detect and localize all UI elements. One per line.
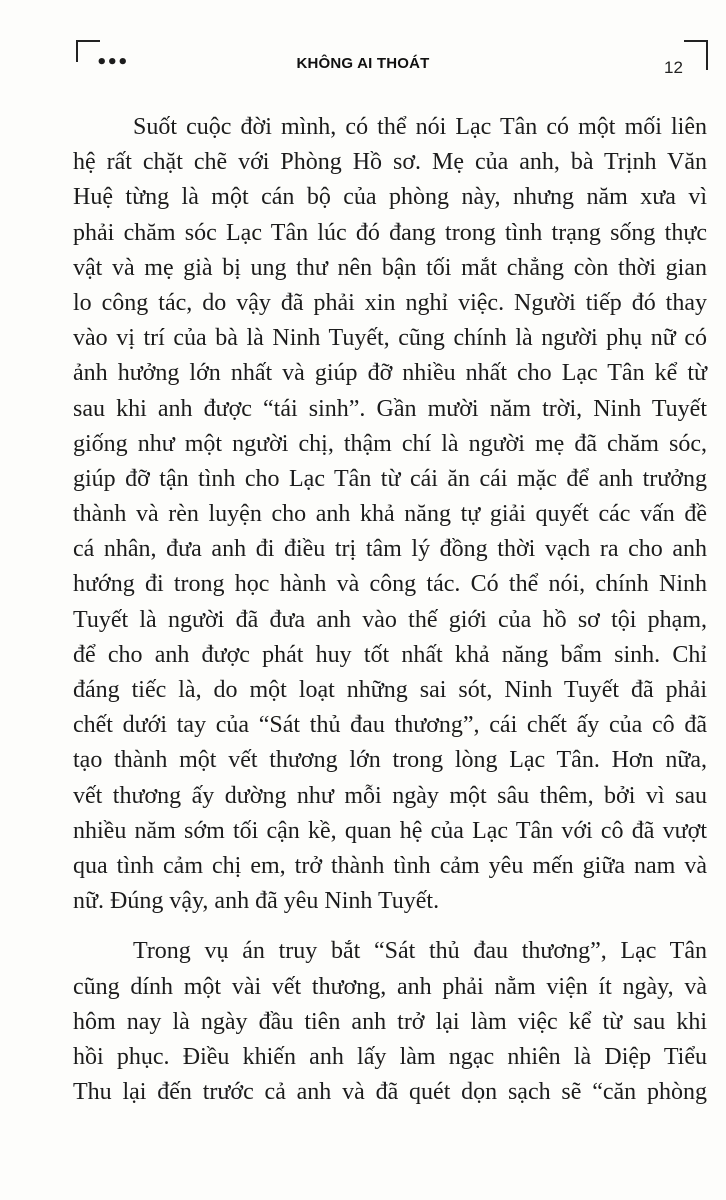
text-line: để cho anh được phát huy tốt nhất khả năng bẩm sinh. Chỉ [73, 641, 707, 668]
text-line: thành và rèn luyện cho anh khả năng tự giải quyết các vấn đề [73, 501, 707, 528]
text-line: hôm nay là ngày đầu tiên anh trở lại làm việc kể từ sau khi [73, 1008, 707, 1035]
page-number: 12 [664, 58, 683, 77]
text-line: vào vị trí của bà là Ninh Tuyết, cũng chính là người phụ nữ có [73, 325, 707, 352]
text-line: Trong vụ án truy bắt “Sát thủ đau thương”, Lạc Tân [133, 938, 707, 965]
text-line: nhiều năm sớm tối cận kề, quan hệ của Lạc Tân với cô đã vượt [73, 817, 707, 844]
text-line: giúp đỡ tận tình cho Lạc Tân từ cái ăn cái mặc để anh trưởng [73, 465, 707, 492]
text-line: sau khi anh được “tái sinh”. Gần mười năm trời, Ninh Tuyết [73, 395, 707, 422]
paragraph [73, 934, 707, 1110]
text-line: cá nhân, đưa anh đi điều trị tâm lý đồng thời vạch ra cho anh [73, 536, 707, 563]
text-line: đáng tiếc là, do một loạt những sai sót, Ninh Tuyết đã phải [73, 677, 707, 703]
text-line: vật và mẹ già bị ung thư nên bận tối mắt chẳng còn thời gian [73, 254, 707, 281]
text-line: cũng dính một vài vết thương, anh phải nằm viện ít ngày, và [73, 973, 707, 1000]
text-line: phải chăm sóc Lạc Tân lúc đó đang trong tình trạng sống thực [73, 219, 707, 246]
text-line: chết dưới tay của “Sát thủ đau thương”, cái chết ấy của cô đã [73, 712, 707, 739]
text-line: Thu lại đến trước cả anh và đã quét dọn sạch sẽ “căn phòng [73, 1079, 707, 1106]
text-line: Suốt cuộc đời mình, có thể nói Lạc Tân có một mối liên [133, 114, 707, 140]
running-title: KHÔNG AI THOÁT [296, 55, 430, 72]
page-body [73, 110, 707, 1125]
paragraph [73, 110, 707, 919]
header-ornament: ••• [96, 52, 128, 73]
text-line: ảnh hưởng lớn nhất và giúp đỡ nhiều nhất cho Lạc Tân kể từ [73, 360, 707, 387]
text-line: hướng đi trong học hành và công tác. Có thể nói, chính Ninh [73, 571, 707, 598]
text-line: lo công tác, do vậy đã phải xin nghỉ việc. Người tiếp đó thay [73, 289, 707, 316]
text-line: qua tình cảm chị em, trở thành tình cảm yêu mến giữa nam và [73, 852, 707, 879]
text-line: Tuyết là người đã đưa anh vào thế giới của hồ sơ tội phạm, [73, 606, 707, 633]
text-line: vết thương ấy dường như mỗi ngày một sâu thêm, bởi vì sau [73, 782, 707, 809]
text-line: giống như một người chị, thậm chí là người mẹ đã chăm sóc, [73, 430, 707, 457]
text-line: hệ rất chặt chẽ với Phòng Hồ sơ. Mẹ của anh, bà Trịnh Văn [73, 149, 707, 176]
text-line: hồi phục. Điều khiến anh lấy làm ngạc nhiên là Diệp Tiểu [73, 1043, 707, 1070]
text-line: tạo thành một vết thương lớn trong lòng Lạc Tân. Hơn nữa, [73, 747, 707, 774]
text-line: nữ. Đúng vậy, anh đã yêu Ninh Tuyết. [73, 888, 440, 915]
text-line: Huệ từng là một cán bộ của phòng này, nhưng năm xưa vì [73, 184, 707, 211]
